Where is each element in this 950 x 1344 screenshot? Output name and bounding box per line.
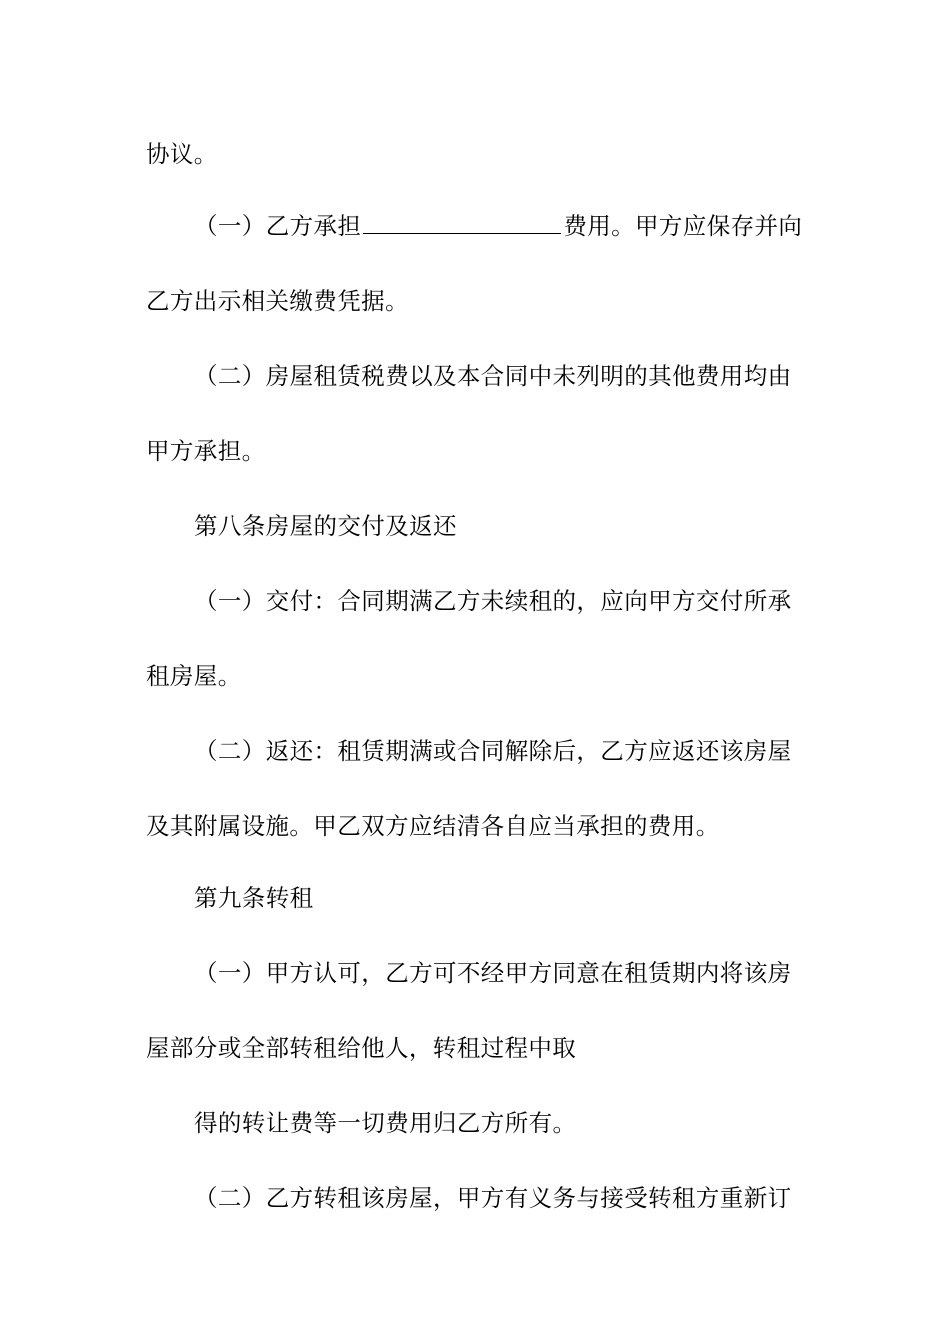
text-line: 得的转让费等一切费用归乙方所有。 <box>194 1109 577 1137</box>
section-heading: 第九条转租 <box>194 884 314 912</box>
text-segment: 费用。甲方应保存并向 <box>563 212 803 240</box>
text-line: 屋部分或全部转租给他人，转租过程中取 <box>146 1034 577 1062</box>
text-segment: （一）乙方承担 <box>194 212 362 240</box>
fill-in-blank <box>363 211 561 234</box>
text-line: （二）乙方转租该房屋，甲方有义务与接受转租方重新订 <box>194 1184 792 1212</box>
text-line: 乙方出示相关缴费凭据。 <box>146 287 409 315</box>
text-line: （一）甲方认可，乙方可不经甲方同意在租赁期内将该房 <box>194 959 792 987</box>
text-line: 甲方承担。 <box>146 437 266 465</box>
text-line-with-blank <box>194 211 802 241</box>
text-line: （一）交付：合同期满乙方未续租的，应向甲方交付所承 <box>194 587 792 615</box>
text-line: （二）房屋租赁税费以及本合同中未列明的其他费用均由 <box>194 362 792 390</box>
text-line: 租房屋。 <box>146 662 242 690</box>
text-line: （二）返还：租赁期满或合同解除后，乙方应返还该房屋 <box>194 737 792 765</box>
text-line: 协议。 <box>146 140 218 168</box>
text-line: 及其附属设施。甲乙双方应结清各自应当承担的费用。 <box>146 812 720 840</box>
section-heading: 第八条房屋的交付及返还 <box>194 512 457 540</box>
